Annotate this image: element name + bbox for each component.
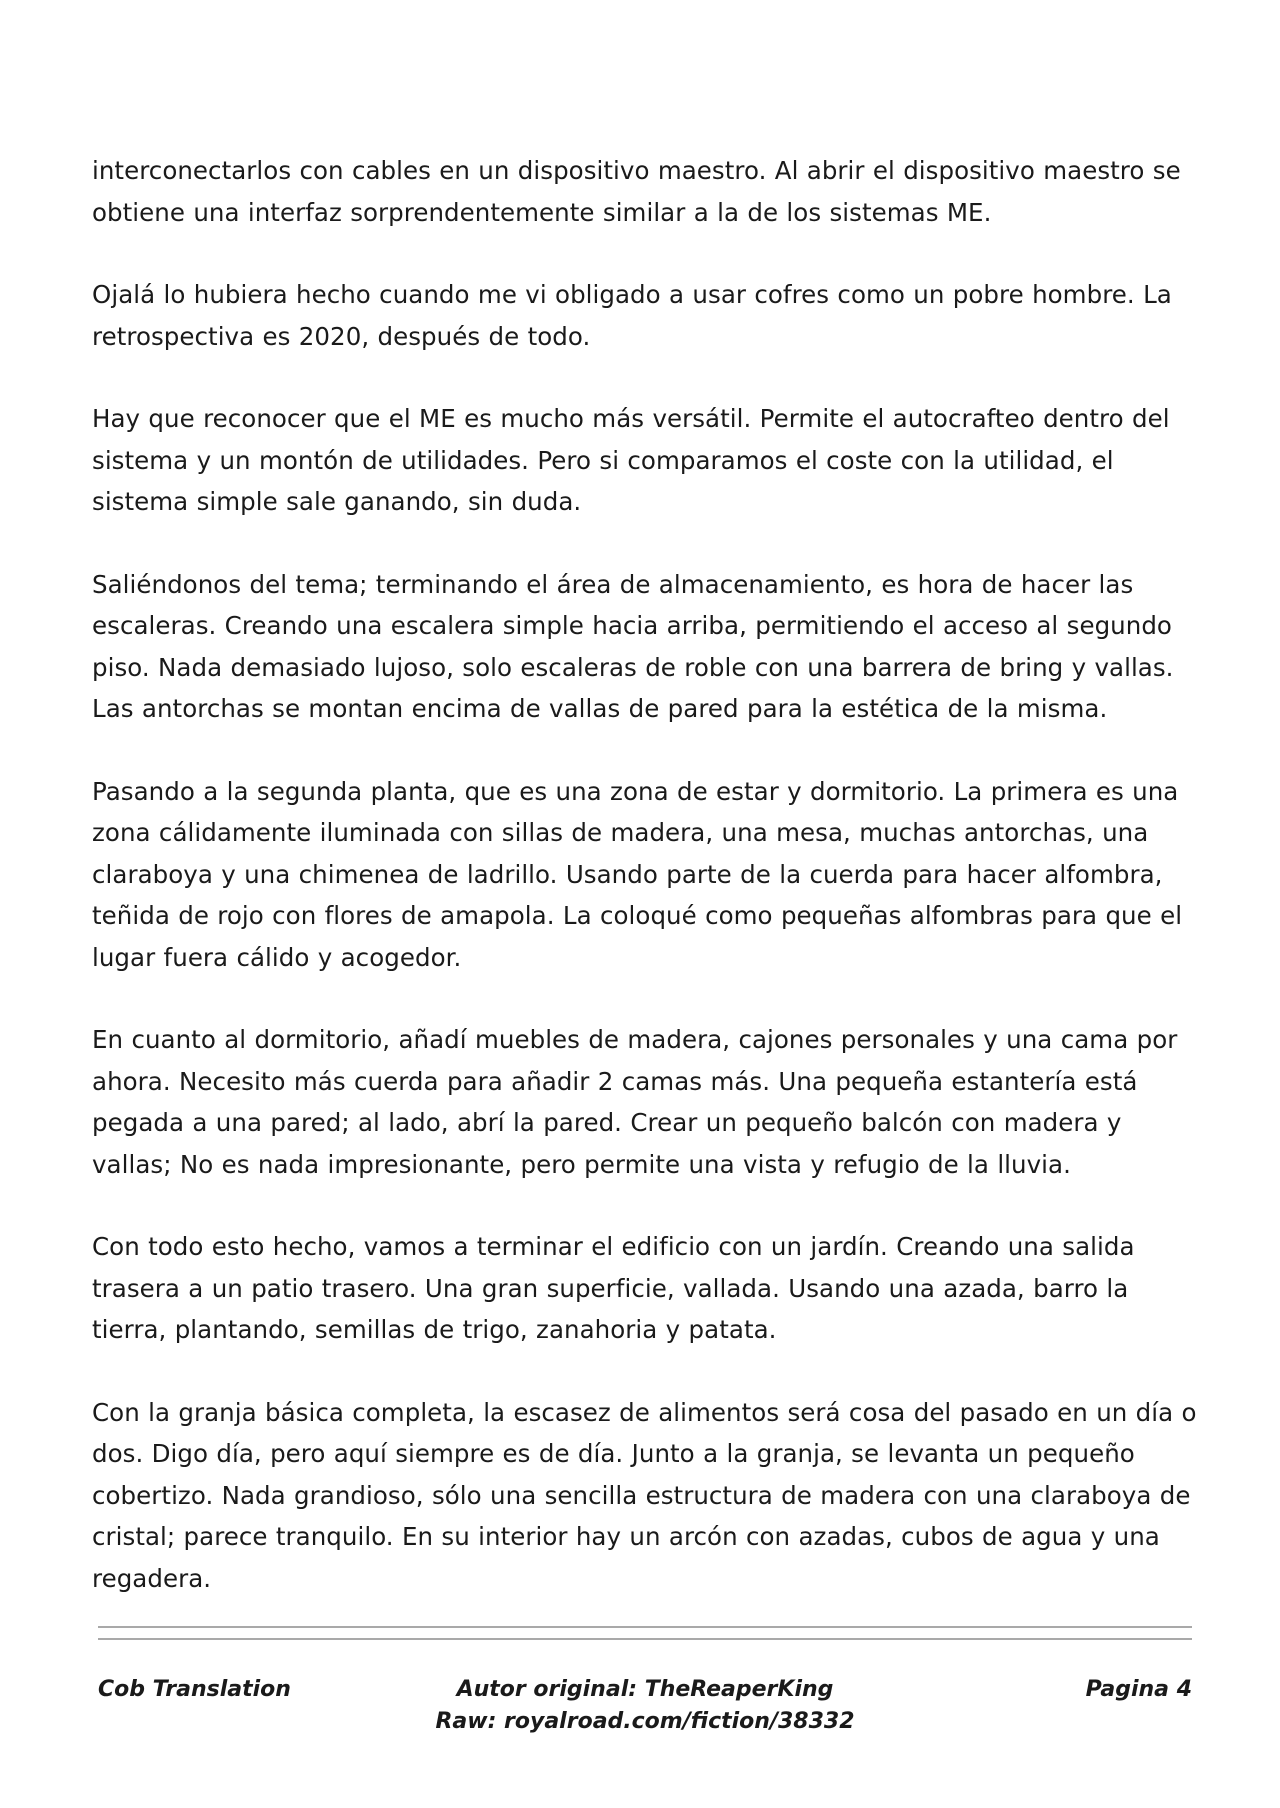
footer-original-author: Autor original: TheReaperKing (456, 1677, 834, 1702)
footer-translator: Cob Translation (98, 1677, 291, 1702)
paragraph: Con todo esto hecho, vamos a terminar el edificio con un jardín. Creando una salida trasera a un patio trasero. Una gran superficie, vallada. Usando una azada, barro la tierra, plantando, semillas de trigo, zanahoria y patata. (92, 1232, 1135, 1344)
footer-rule-bottom (98, 1638, 1192, 1640)
paragraph: En cuanto al dormitorio, añadí muebles de madera, cajones personales y una cama por ahora. Necesito más cuerda para añadir 2 camas más. Una pequeña estantería está pegada a una pared; al lado, abrí la pared. Crear un pequeño balcón con madera y vallas; No es nada impresionante, pero permite una vista y refugio de la lluvia. (92, 1025, 1178, 1179)
paragraph: Ojalá lo hubiera hecho cuando me vi obligado a usar cofres como un pobre hombre. La retrospectiva es 2020, después de todo. (92, 280, 1172, 351)
paragraph: Pasando a la segunda planta, que es una zona de estar y dormitorio. La primera es una zona cálidamente iluminada con sillas de madera, una mesa, muchas antorchas, una claraboya y una chimenea de ladrillo. Usando parte de la cuerda para hacer alfombra, teñida de rojo con flores de amapola. La coloqué como pequeñas alfombras para que el lugar fuera cálido y acogedor. (92, 776, 1183, 972)
footer-rule-top (98, 1626, 1192, 1628)
footer-page-number: Pagina 4 (1085, 1677, 1192, 1702)
page-body (92, 150, 1202, 1640)
paragraph: Con la granja básica completa, la escasez de alimentos será cosa del pasado en un día o dos. Digo día, pero aquí siempre es de día. Junto a la granja, se levanta un pequeño cobertizo. Nada grandioso, sólo una sencilla estructura de madera con una claraboya de cristal; parece tranquilo. En su interior hay un arcón con azadas, cubos de agua y una regadera. (92, 1397, 1197, 1593)
footer-credits (98, 1674, 1192, 1738)
footer-divider (98, 1626, 1192, 1640)
footer-raw-source: Raw: royalroad.com/fiction/38332 (435, 1709, 855, 1734)
paragraph: Saliéndonos del tema; terminando el área de almacenamiento, es hora de hacer las escaleras. Creando una escalera simple hacia arriba, permitiendo el acceso al segundo piso. Nada demasiado lujoso, solo escaleras de roble con una barrera de bring y vallas. Las antorchas se montan encima de vallas de pared para la estética de la misma. (92, 569, 1174, 723)
paragraph: interconectarlos con cables en un dispositivo maestro. Al abrir el dispositivo maestro se obtiene una interfaz sorprendentemente similar a la de los sistemas ME. (92, 156, 1181, 227)
paragraph: Hay que reconocer que el ME es mucho más versátil. Permite el autocrafteo dentro del sistema y un montón de utilidades. Pero si comparamos el coste con la utilidad, el sistema simple sale ganando, sin duda. (92, 404, 1170, 516)
